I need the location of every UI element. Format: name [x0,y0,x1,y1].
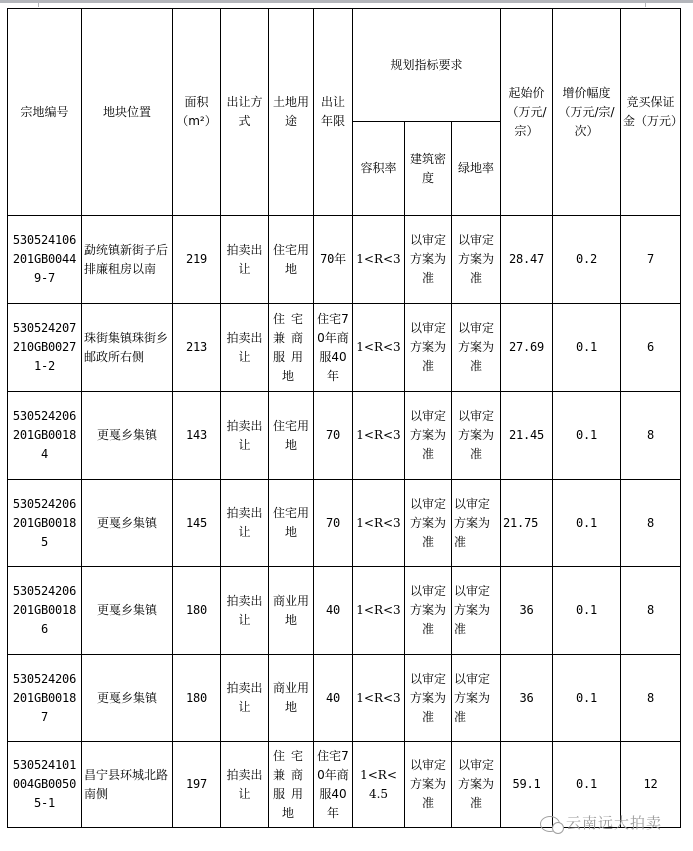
land-use: 商业用地 [269,567,314,655]
transfer-method: 拍卖出让 [221,655,269,742]
header-transfer-method: 出让方式 [221,9,269,216]
start-price: 21.45 [501,392,553,480]
plot-ratio: 1<R<3 [353,480,405,567]
transfer-method: 拍卖出让 [221,742,269,828]
green-ratio: 以审定方案为准 [452,392,501,480]
building-density: 以审定方案为准 [405,392,452,480]
plot-ratio: 1<R<3 [353,655,405,742]
start-price: 28.47 [501,216,553,304]
location: 昌宁县环城北路南侧 [82,742,173,828]
parcel-id: 530524206201GB00184 [8,392,82,480]
area: 143 [173,392,221,480]
plot-ratio: 1<R<3 [353,304,405,392]
transfer-method: 拍卖出让 [221,392,269,480]
parcel-id: 530524207210GB00271-2 [8,304,82,392]
table-row [8,567,681,655]
header-deposit: 竞买保证金（万元） [621,9,681,216]
start-price: 21.75 [501,480,553,567]
start-price: 36 [501,655,553,742]
table-row [8,480,681,567]
building-density: 以审定方案为准 [405,655,452,742]
transfer-method: 拍卖出让 [221,216,269,304]
building-density: 以审定方案为准 [405,304,452,392]
deposit: 8 [621,655,681,742]
watermark-text: 云南远大拍卖 [566,814,663,832]
deposit: 8 [621,567,681,655]
plot-ratio: 1<R<3 [353,567,405,655]
ruler-tick [645,3,646,7]
header-location: 地块位置 [82,9,173,216]
header-land-use: 土地用途 [269,9,314,216]
green-ratio: 以审定方案为准 [452,567,501,655]
land-use: 商业用地 [269,655,314,742]
location: 勐统镇新街子后排廉租房以南 [82,216,173,304]
location: 更戛乡集镇 [82,480,173,567]
transfer-method: 拍卖出让 [221,304,269,392]
watermark [540,812,662,833]
increment: 0.1 [553,480,621,567]
start-price: 36 [501,567,553,655]
increment: 0.1 [553,655,621,742]
green-ratio: 以审定方案为准 [452,216,501,304]
plot-ratio: 1<R<3 [353,392,405,480]
area: 145 [173,480,221,567]
start-price: 59.1 [501,742,553,828]
transfer-method: 拍卖出让 [221,567,269,655]
parcel-id: 530524101004GB00505-1 [8,742,82,828]
building-density: 以审定方案为准 [405,742,452,828]
land-use: 住宅用地 [269,480,314,567]
location: 更戛乡集镇 [82,392,173,480]
parcel-id: 530524206201GB00187 [8,655,82,742]
table-row [8,392,681,480]
term: 40 [314,655,353,742]
term: 住宅70年商服40年 [314,742,353,828]
header-parcel-id: 宗地编号 [8,9,82,216]
deposit: 7 [621,216,681,304]
header-building-density: 建筑密度 [405,122,452,216]
area: 213 [173,304,221,392]
increment: 0.1 [553,392,621,480]
land-use: 住宅用地 [269,216,314,304]
header-row [8,9,681,122]
land-use: 住宅兼商服用地 [269,742,314,828]
increment: 0.1 [553,304,621,392]
header-plot-ratio: 容积率 [353,122,405,216]
header-term: 出让年限 [314,9,353,216]
header-area: 面积（m²） [173,9,221,216]
green-ratio: 以审定方案为准 [452,655,501,742]
green-ratio: 以审定方案为准 [452,742,501,828]
area: 219 [173,216,221,304]
term: 70 [314,480,353,567]
term: 70年 [314,216,353,304]
header-planning: 规划指标要求 [353,9,501,122]
area: 180 [173,655,221,742]
plot-ratio: 1<R<3 [353,216,405,304]
increment: 0.1 [553,567,621,655]
building-density: 以审定方案为准 [405,567,452,655]
deposit: 6 [621,304,681,392]
location: 更戛乡集镇 [82,655,173,742]
increment: 0.2 [553,216,621,304]
table-row [8,216,681,304]
term: 70 [314,392,353,480]
plot-ratio: 1<R<4.5 [353,742,405,828]
green-ratio: 以审定方案为准 [452,480,501,567]
area: 197 [173,742,221,828]
table-row [8,304,681,392]
ruler-tick [38,3,39,7]
parcel-id: 530524206201GB00186 [8,567,82,655]
deposit: 8 [621,392,681,480]
start-price: 27.69 [501,304,553,392]
parcel-id: 530524206201GB00185 [8,480,82,567]
header-start-price: 起始价（万元/宗） [501,9,553,216]
land-use: 住宅用地 [269,392,314,480]
land-use: 住宅兼商服用地 [269,304,314,392]
deposit: 8 [621,480,681,567]
table-row [8,655,681,742]
deposit: 12 [621,742,681,828]
term: 住宅70年商服40年 [314,304,353,392]
term: 40 [314,567,353,655]
building-density: 以审定方案为准 [405,480,452,567]
location: 更戛乡集镇 [82,567,173,655]
area: 180 [173,567,221,655]
wechat-icon [540,816,560,832]
building-density: 以审定方案为准 [405,216,452,304]
land-auction-table [7,8,684,828]
parcel-id: 530524106201GB00449-7 [8,216,82,304]
increment: 0.1 [553,742,621,828]
location: 珠街集镇珠街乡邮政所右侧 [82,304,173,392]
green-ratio: 以审定方案为准 [452,304,501,392]
header-increment: 增价幅度（万元/宗/次） [553,9,621,216]
top-toolbar-strip [0,0,693,3]
transfer-method: 拍卖出让 [221,480,269,567]
header-green-ratio: 绿地率 [452,122,501,216]
